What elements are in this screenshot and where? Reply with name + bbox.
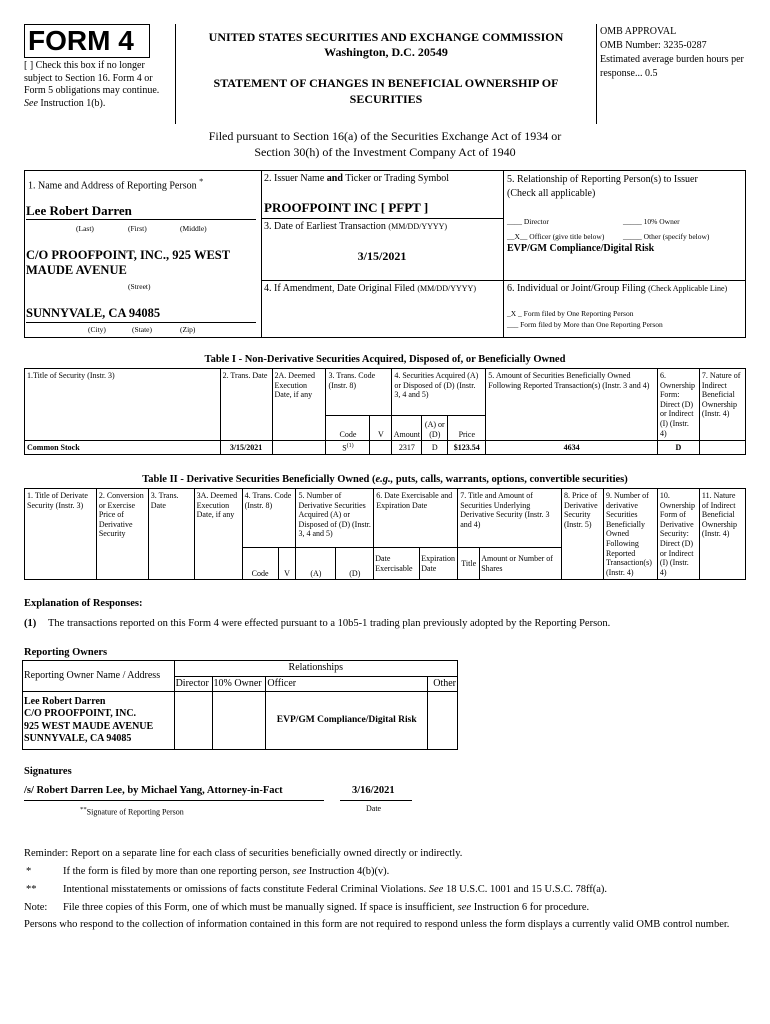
box3-label: 3. Date of Earliest Transaction (MM/DD/YYYY) xyxy=(264,221,448,232)
t1-code: $S^{(1)}$ xyxy=(326,441,370,455)
t1-sub-price: Price xyxy=(448,416,486,441)
t1-deemed xyxy=(272,441,326,455)
footer-note: Note: xyxy=(24,902,48,913)
owners-col-ten: 10% Owner xyxy=(212,676,266,692)
t2-h-code: 4. Trans. Code (Instr. 8) xyxy=(242,489,296,548)
t2-h-conversion: 2. Conversion or Exercise Price of Derivative Security xyxy=(96,489,148,580)
box4-label: 4. If Amendment, Date Original Filed (MM/DD/YYYY) xyxy=(264,283,476,294)
owners-other xyxy=(428,692,458,750)
divider-box3-4 xyxy=(261,280,746,281)
footer-star-text: If the form is filed by more than one reporting person, see Instruction 4(b)(v). xyxy=(63,866,390,877)
owners-ten xyxy=(212,692,266,750)
t1-nature xyxy=(699,441,745,455)
t2-h-exercisable: 6. Date Exercisable and Expiration Date xyxy=(374,489,458,548)
t1-amount: 2317 xyxy=(392,441,422,455)
t2-sub-a: (A) xyxy=(296,547,336,579)
statement-title: STATEMENT OF CHANGES IN BENEFICIAL OWNERSHIP OF SECURITIES xyxy=(213,76,559,106)
omb-approval: OMB APPROVAL xyxy=(600,26,677,37)
t1-price: $123.54 xyxy=(448,441,486,455)
owners-heading: Reporting Owners xyxy=(24,647,108,658)
t2-sub-expiration: Expiration Date xyxy=(420,547,458,579)
filing-more-persons: ___ Form filed by More than One Reporting Person xyxy=(507,320,663,329)
signature-line xyxy=(24,800,324,801)
t1-sub-v: V xyxy=(370,416,392,441)
filed-pursuant: Filed pursuant to Section 16(a) of the Securities Exchange Act of 1934 or Section 30(h) of the Investment Company Act of 1940 xyxy=(208,129,562,159)
t1-aod: D xyxy=(422,441,448,455)
rel-ten-percent: _____ 10% Owner xyxy=(623,217,680,226)
t1-v xyxy=(370,441,392,455)
t1-sub-code: Code xyxy=(326,416,370,441)
box1-label: 1. Name and Address of Reporting Person * xyxy=(28,177,204,192)
t1-security: Common Stock xyxy=(25,441,221,455)
form-title: FORM 4 xyxy=(28,25,134,56)
t1-owned: 4634 xyxy=(486,441,658,455)
label-first: (First) xyxy=(128,224,147,233)
street-address: C/O PROOFPOINT, INC., 925 WEST MAUDE AVENUE xyxy=(26,248,230,277)
t2-sub-code: Code xyxy=(242,547,278,579)
city-underline xyxy=(26,322,256,323)
label-street: (Street) xyxy=(128,282,151,291)
checkbox-note[interactable]: [ ] Check this box if no longer subject to Section 16. Form 4 or Form 5 obligations may continue. See Instruction 1(b). xyxy=(24,60,160,109)
t1-h-title: 1.Title of Security (Instr. 3) xyxy=(25,369,221,441)
name-underline xyxy=(26,219,256,220)
owners-col-name: Reporting Owner Name / Address xyxy=(23,661,175,692)
owners-name-address: Lee Robert Darren C/O PROOFPOINT, INC. 925 WEST MAUDE AVENUE SUNNYVALE, CA 94085 xyxy=(23,692,175,750)
table1 xyxy=(24,368,746,455)
t2-h-number: 5. Number of Derivative Securities Acquired (A) or Disposed of (D) (Instr. 3, 4 and 5) xyxy=(296,489,374,548)
footer-star: * xyxy=(26,866,32,877)
footer-reminder: Reminder: Report on a separate line for each class of securities beneficially owned directly or indirectly. xyxy=(24,848,463,859)
earliest-transaction-date: 3/15/2021 xyxy=(357,249,407,263)
footer-note-text: File three copies of this Form, one of which must be manually signed. If space is insufficient, see Instruction 6 for procedure. xyxy=(63,902,590,913)
owners-table xyxy=(22,660,458,750)
date-line xyxy=(340,800,412,801)
filing-one-person: _X _ Form filed by One Reporting Person xyxy=(507,309,634,318)
signatures-heading: Signatures xyxy=(24,766,72,777)
t2-sub-v: V xyxy=(278,547,296,579)
owners-col-officer: Officer xyxy=(266,676,428,692)
t2-h-title: 1. Title of Derivate Security (Instr. 3) xyxy=(25,489,97,580)
officer-title: EVP/GM Compliance/Digital Risk xyxy=(507,243,655,254)
t1-h-amount-owned: 5. Amount of Securities Beneficially Owned Following Reported Transaction(s) (Instr. 3 and 4) xyxy=(486,369,658,441)
owners-officer: EVP/GM Compliance/Digital Risk xyxy=(266,692,428,750)
owners-director xyxy=(174,692,212,750)
table-row xyxy=(23,692,458,750)
rel-officer: __X__ Officer (give title below) xyxy=(507,232,605,241)
t1-sub-amount: Amount xyxy=(392,416,422,441)
label-zip: (Zip) xyxy=(180,325,196,334)
t1-h-ownership: 6. Ownership Form: Direct (D) or Indirect (I) (Instr. 4) xyxy=(657,369,699,441)
signer-name: /s/ Robert Darren Lee, by Michael Yang, Attorney-in-Fact xyxy=(24,785,283,796)
t1-h-acquired: 4. Securities Acquired (A) or Disposed of (D) (Instr. 3, 4 and 5) xyxy=(392,369,486,416)
owners-col-director: Director xyxy=(174,676,212,692)
t1-h-date: 2. Trans. Date xyxy=(220,369,272,441)
signature-label: **Signature of Reporting Person xyxy=(80,806,184,817)
box2-label: 2. Issuer Name and Ticker or Trading Symbol xyxy=(264,173,450,184)
table-row xyxy=(25,441,746,455)
rel-other: _____ Other (specify below) xyxy=(623,232,710,241)
explanation-heading: Explanation of Responses: xyxy=(24,598,143,609)
label-state: (State) xyxy=(132,325,152,334)
t2-h-date: 3. Trans. Date xyxy=(148,489,194,580)
label-city: (City) xyxy=(88,325,106,334)
t2-h-nature: 11. Nature of Indirect Beneficial Ownership (Instr. 4) xyxy=(699,489,745,580)
owners-col-other: Other xyxy=(428,676,458,692)
issuer-name: PROOFPOINT INC [ PFPT ] xyxy=(264,200,429,215)
explanation-text: The transactions reported on this Form 4 were effected pursuant to a 10b5-1 trading plan previously adopted by the Reporting Person. xyxy=(48,618,611,629)
table2 xyxy=(24,488,746,580)
omb-number: OMB Number: 3235-0287 xyxy=(600,40,707,51)
table1-title: Table I - Non-Derivative Securities Acquired, Disposed of, or Beneficially Owned xyxy=(204,354,566,365)
omb-box xyxy=(600,25,750,81)
explanation-num: (1) xyxy=(24,618,37,629)
divider-box2-3 xyxy=(261,218,503,219)
date-label: Date xyxy=(366,804,382,813)
t1-date: 3/15/2021 xyxy=(220,441,272,455)
rel-director: ____ Director xyxy=(507,217,549,226)
table2-title: Table II - Derivative Securities Beneficially Owned (e.g., puts, calls, warrants, options, convertible securities) xyxy=(142,474,628,485)
owners-relationships: Relationships xyxy=(174,661,457,677)
t2-sub-d: (D) xyxy=(336,547,374,579)
agency-name: UNITED STATES SECURITIES AND EXCHANGE COMMISSION xyxy=(208,30,564,44)
t2-h-underlying: 7. Title and Amount of Securities Underlying Derivative Security (Instr. 3 and 4) xyxy=(458,489,562,548)
t2-sub-amount: Amount or Number of Shares xyxy=(480,547,562,579)
label-middle: (Middle) xyxy=(180,224,207,233)
omb-burden: Estimated average burden hours per response... 0.5 xyxy=(600,54,744,79)
box5-label: 5. Relationship of Reporting Person(s) to Issuer (Check all applicable) xyxy=(507,174,698,199)
city-state-zip: SUNNYVALE, CA 94085 xyxy=(26,306,161,320)
footer-dstar-text: Intentional misstatements or omissions of facts constitute Federal Criminal Violations. See 18 U.S.C. 1001 and 15 U.S.C. 78ff(a). xyxy=(63,884,608,895)
footer-persons: Persons who respond to the collection of information contained in this form are not required to respond unless the form displays a currently valid OMB control number. xyxy=(24,919,730,930)
divider-2-5 xyxy=(503,170,504,338)
t2-h-ownership: 10. Ownership Form of Derivative Security: Direct (D) or Indirect (I) (Instr. 4) xyxy=(657,489,699,580)
t1-h-deemed: 2A. Deemed Execution Date, if any xyxy=(272,369,326,441)
agency-location: Washington, D.C. 20549 xyxy=(324,45,448,59)
footer-dstar: ** xyxy=(26,884,37,895)
t1-form: D xyxy=(657,441,699,455)
box6-label: 6. Individual or Joint/Group Filing (Check Applicable Line) xyxy=(507,283,728,294)
t1-sub-aod: (A) or (D) xyxy=(422,416,448,441)
t2-sub-title: Title xyxy=(458,547,480,579)
label-last: (Last) xyxy=(76,224,94,233)
header-divider-right xyxy=(596,24,597,124)
signature-date: 3/16/2021 xyxy=(352,785,395,796)
t2-h-owned: 9. Number of derivative Securities Beneficially Owned Following Reported Transaction(s) (Instr. 4) xyxy=(603,489,657,580)
t2-sub-exercisable: Date Exercisable xyxy=(374,547,420,579)
reporting-person-name: Lee Robert Darren xyxy=(26,203,132,218)
t1-h-nature: 7. Nature of Indirect Beneficial Ownership (Instr. 4) xyxy=(699,369,745,441)
t1-h-code: 3. Trans. Code (Instr. 8) xyxy=(326,369,392,416)
t2-h-deemed: 3A. Deemed Execution Date, if any xyxy=(194,489,242,580)
t2-h-price: 8. Price of Derivative Security (Instr. 5) xyxy=(561,489,603,580)
